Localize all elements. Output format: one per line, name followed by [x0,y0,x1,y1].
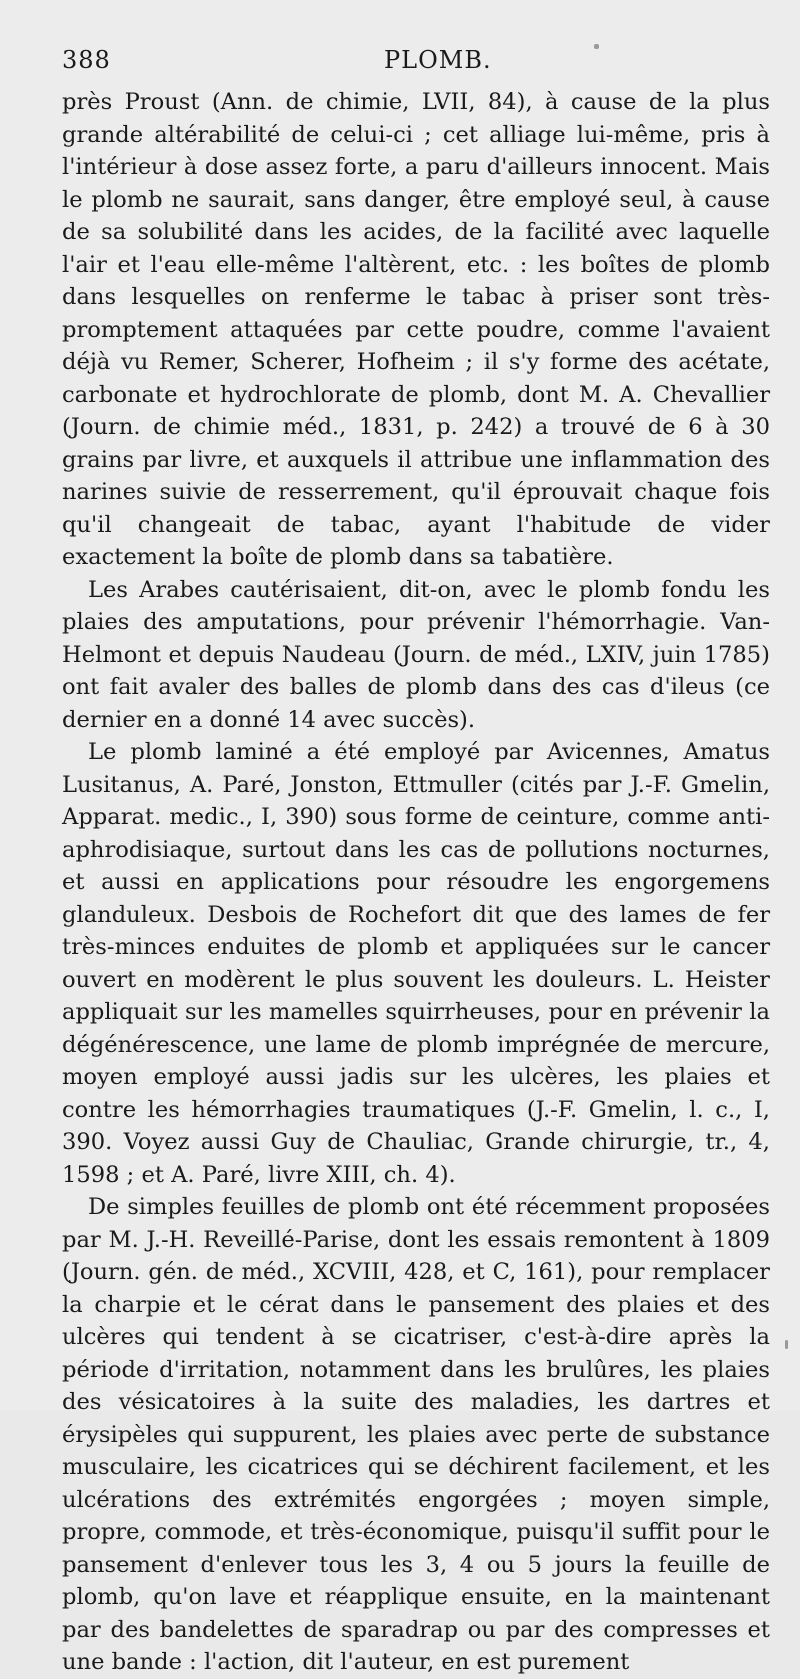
print-speck [785,1340,788,1349]
body-text [62,86,770,1679]
print-speck [594,44,599,49]
paragraph-4: De simples feuilles de plomb ont été récemment proposées par M. J.-H. Reveillé-Parise, dont les essais remontent à 1809 (Journ. gén. de méd., XCVIII, 428, et C, 161), pour remplacer la charpie et le cérat dans le pansement des plaies et des ulcères qui tendent à se cicatriser, c'est-à-dire après la période d'irritation, notamment dans les brulûres, les plaies des vésicatoires à la suite des maladies, les dartres et érysipèles qui suppurent, les plaies avec perte de substance musculaire, les cicatrices qui se déchirent facilement, et les ulcérations des extrémités engorgées ; moyen simple, propre, commode, et très-économique, puisqu'il suffit pour le pansement d'enlever tous les 3, 4 ou 5 jours la feuille de plomb, qu'on lave et réapplique ensuite, en la maintenant par des bandelettes de sparadrap ou par des compresses et une bande : l'action, dit l'auteur, en est purement [62,1194,770,1675]
paragraph-2: Les Arabes cautérisaient, dit-on, avec le plomb fondu les plaies des amputations, pour prévenir l'hémorrhagie. Van-Helmont et depuis Naudeau (Journ. de méd., LXIV, juin 1785) ont fait avaler des balles de plomb dans des cas d'ileus (ce dernier en a donné 14 avec succès). [62,576,770,733]
page-header [62,46,770,86]
page-number: 388 [62,46,111,74]
running-title: PLOMB. [384,46,492,74]
paragraph-1: près Proust (Ann. de chimie, LVII, 84), à cause de la plus grande altérabilité de celui-ci ; cet alliage lui-même, pris à l'intérieur à dose assez forte, a paru d'ailleurs innocent. Mais le plomb ne saurait, sans danger, être employé seul, à cause de sa solubilité dans les acides, de la facilité avec laquelle l'air et l'eau elle-même l'altèrent, etc. : les boîtes de plomb dans lesquelles on renferme le tabac à priser sont très-promptement attaquées par cette poudre, comme l'avaient déjà vu Remer, Scherer, Hofheim ; il s'y forme des acétate, carbonate et hydrochlorate de plomb, dont M. A. Chevallier (Journ. de chimie méd., 1831, p. 242) a trouvé de 6 à 30 grains par livre, et auxquels il attribue une inflammation des narines suivie de resserrement, qu'il éprouvait chaque fois qu'il changeait de tabac, ayant l'habitude de vider exactement la boîte de plomb dans sa tabatière. [62,89,770,570]
paragraph-3: Le plomb laminé a été employé par Avicennes, Amatus Lusitanus, A. Paré, Jonston, Ettmuller (cités par J.-F. Gmelin, Apparat. medic., I, 390) sous forme de ceinture, comme anti-aphrodisiaque, surtout dans les cas de pollutions nocturnes, et aussi en applications pour résoudre les engorgemens glanduleux. Desbois de Rochefort dit que des lames de fer très-minces enduites de plomb et appliquées sur le cancer ouvert en modèrent le plus souvent les douleurs. L. Heister appliquait sur les mamelles squirrheuses, pour en prévenir la dégénérescence, une lame de plomb imprégnée de mercure, moyen employé aussi jadis sur les ulcères, les plaies et contre les hémorrhagies traumatiques (J.-F. Gmelin, l. c., I, 390. Voyez aussi Guy de Chauliac, Grande chirurgie, tr., 4, 1598 ; et A. Paré, livre XIII, ch. 4). [62,739,770,1188]
